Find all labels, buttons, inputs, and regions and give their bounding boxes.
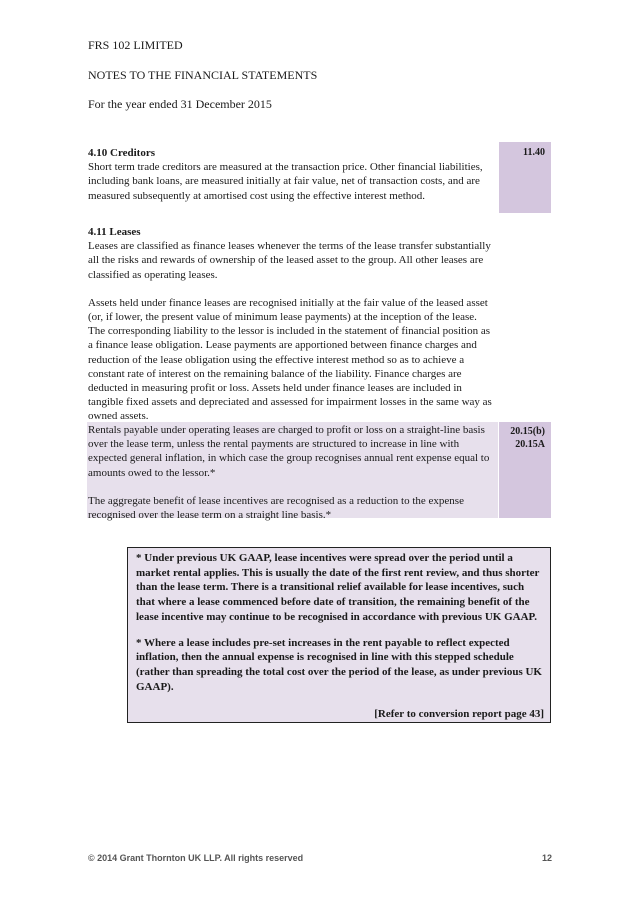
copyright-footer: © 2014 Grant Thornton UK LLP. All rights reserved	[88, 853, 304, 863]
gaap-callout	[127, 547, 551, 723]
conversion-report-reference: [Refer to conversion report page 43]	[374, 708, 544, 720]
leases-heading: 4.11 Leases	[88, 226, 141, 238]
leases-reference-box	[499, 422, 551, 518]
period-text: For the year ended 31 December 2015	[88, 97, 272, 111]
document-title: NOTES TO THE FINANCIAL STATEMENTS	[88, 68, 318, 82]
creditors-body: Short term trade creditors are measured at the transaction price. Other financial liabilities, including bank loans, are measured initially at fair value, net of transaction costs, and are measured subsequently at amortised cost using the effective interest method.	[88, 161, 483, 202]
leases-reference-1: 20.15(b)	[510, 426, 545, 437]
callout-note-2: * Where a lease includes pre-set increases in the rent payable to reflect expected inflation, then the annual expense is recognised in line with this stepped schedule (rather than spreading the total cost over the period of the lease, as under previous UK GAAP).	[136, 636, 542, 693]
leases-reference-2: 20.15A	[515, 439, 545, 450]
leases-section	[88, 225, 496, 424]
callout-note-1: * Under previous UK GAAP, lease incentives were spread over the period until a market rental applies. This is usually the date of the first rent review, and thus shorter than the lease term. There is a transitional relief available for lease incentives, such that where a lease commenced before date of transition, the remaining benefit of the lease incentive may continue to be recognised in accordance with previous UK GAAP.	[136, 552, 540, 623]
leases-para-2: Assets held under finance leases are recognised initially at the fair value of the leased asset (or, if lower, the present value of minimum lease payments) at the inception of the lease. The corresponding liability to the lessor is included in the statement of financial position as a finance lease obligation. Lease payments are apportioned between finance charges and reduction of the lease obligation using the effective interest method so as to achieve a constant rate of interest on the remaining balance of the liability. Finance charges are deducted in measuring profit or loss. Assets held under finance leases are included in tangible fixed assets and depreciated and assessed for impairment losses in the same way as owned assets.	[88, 296, 492, 423]
creditors-reference-box	[499, 142, 551, 213]
leases-para-4: The aggregate benefit of lease incentives are recognised as a reduction to the expense recognised over the lease term on a straight line basis.*	[88, 494, 464, 522]
creditors-section	[88, 146, 496, 203]
leases-para-3: Rentals payable under operating leases are charged to profit or loss on a straight-line basis over the lease term, unless the rental payments are structured to increase in line with expected general inflation, in which case the group recognises annual rent expense equal to amounts owed to the lessor.*	[88, 424, 490, 479]
leases-para-1: Leases are classified as finance leases whenever the terms of the lease transfer substantially all the risks and rewards of ownership of the leased asset to the group. All other leases are classified as operating leases.	[88, 240, 491, 281]
page-number: 12	[541, 853, 552, 863]
creditors-reference: 11.40	[523, 147, 545, 158]
company-name: FRS 102 LIMITED	[88, 38, 183, 52]
creditors-heading: 4.10 Creditors	[88, 147, 156, 159]
operating-leases-block	[87, 422, 498, 522]
